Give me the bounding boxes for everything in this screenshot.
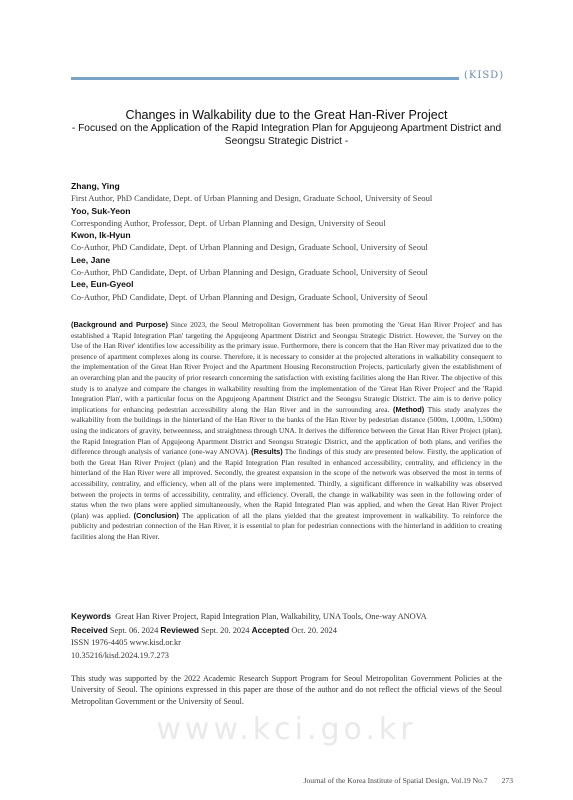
funding-note: This study was supported by the 2022 Academic Research Support Program for Seoul Metropolitan Government Policies at the University of Seoul. The opinions expressed in this paper are those of the author and do not reflect the official views of the Seoul Metropolitan Government or the University of Seoul. — [71, 674, 502, 706]
abstract-background-label: (Background and Purpose) — [71, 320, 168, 329]
page-number: 273 — [501, 776, 513, 785]
author-name: Zhang, Ying — [71, 181, 120, 191]
watermark: www.kci.go.kr — [156, 712, 417, 747]
dates-line — [71, 624, 502, 638]
received-date: Sept. 06. 2024 — [109, 625, 159, 635]
paper-subtitle: - Focused on the Application of the Rapid Integration Plan for Apgujeong Apartment District and Seongsu Strategic District - — [71, 123, 502, 147]
reviewed-date: Sept. 20. 2024 — [201, 625, 250, 635]
author-affiliation: Co-Author, PhD Candidate, Dept. of Urban Planning and Design, Graduate School, University of Seoul — [71, 291, 428, 302]
keywords-line — [71, 610, 502, 624]
journal-logo: (KISD) — [464, 70, 505, 81]
accepted-date: Oct. 20. 2024 — [291, 625, 337, 635]
header-rule — [71, 77, 459, 80]
abstract-conclusion-label: (Conclusion) — [133, 510, 179, 520]
reviewed-label: Reviewed — [160, 624, 199, 635]
journal-name: Journal of the Korea Institute of Spatial Design, Vol.19 No.7 — [303, 776, 488, 785]
author-affiliation: First Author, PhD Candidate, Dept. of Urban Planning and Design, Graduate School, University of Seoul — [71, 193, 433, 204]
abstract-results-label: (Results) — [251, 447, 283, 457]
abstract-method-label: (Method) — [393, 404, 425, 414]
article-meta — [71, 610, 502, 662]
doi-line: 10.35216/kisd.2024.19.7.273 — [71, 650, 169, 660]
author-entry — [71, 229, 471, 254]
paper-title: Changes in Walkability due to the Great Han-River Project — [125, 108, 448, 122]
author-name: Lee, Jane — [71, 254, 111, 265]
author-entry — [71, 180, 471, 205]
author-name: Yoo, Suk-Yeon — [71, 205, 131, 216]
abstract — [71, 320, 502, 542]
accepted-label: Accepted — [251, 624, 290, 635]
abstract-method-text: This study analyzes the walkability from the buildings in the hinterland of the Han River to the banks of the Han River by pedestrian distance (500m, 1,000m, 1,500m) using the indicators of gravity, betweenness, and straightness through UNA. It derives the difference between the Great Han River Project (plan), the Rapid Integration Plan of Apgujeong Apartment District and Seongsu Strategic District, and the application of both plans, and verifies the difference through analysis of variance (one-way ANOVA). — [71, 404, 502, 457]
abstract-results-text: The findings of this study are presented below. Firstly, the application of both the Great Han River Project (plan) and the Rapid Integration Plan resulted in enhanced accessibility, centrality, and efficiency in the hinterland of the Han River were all improved. Secondly, the greatest expansion in the scope of the network was observed the most in terms of accessibility, centrality, and efficiency, when all of the plans were implemented. Thirdly, a significant difference in walkability was observed between the projects in terms of accessibility, centrality, and efficiency. Overall, the change in walkability was seen in the following order of status when the two plans were applied simultaneously, when the Rapid Integrated Plan was applied, and when the Great Han River Project (plan) was applied. — [71, 447, 502, 520]
author-name: Lee, Eun-Gyeol — [71, 279, 134, 290]
author-entry — [71, 254, 471, 279]
received-label: Received — [71, 624, 108, 635]
author-name: Kwon, Ik-Hyun — [71, 230, 131, 241]
author-affiliation: Corresponding Author, Professor, Dept. of Urban Planning and Design, University of Seoul — [71, 217, 386, 228]
author-list — [71, 180, 471, 303]
keywords-text: Great Han River Project, Rapid Integration Plan, Walkability, UNA Tools, One-way ANOVA — [115, 612, 427, 621]
logo-text: KISD — [468, 70, 500, 81]
author-affiliation: Co-Author, PhD Candidate, Dept. of Urban Planning and Design, Graduate School, University of Seoul — [71, 267, 428, 278]
abstract-conclusion-text: The application of all the plans yielded that the greatest improvement in walkability. To reinforce the publicity and pedestrian connection of the Han River, it is essential to plan for pedestrian connections with the hinterland in addition to creating facilities along the Han River. — [71, 510, 502, 541]
author-affiliation: Co-Author, PhD Candidate, Dept. of Urban Planning and Design, Graduate School, University of Seoul — [71, 242, 428, 253]
keywords-label: Keywords — [71, 611, 112, 621]
page-footer — [304, 776, 513, 785]
author-entry — [71, 205, 471, 230]
issn-line: ISSN 1976-4405 www.kisd.or.kr — [71, 638, 181, 648]
author-entry — [71, 278, 471, 303]
abstract-background-text: Since 2023, the Seoul Metropolitan Government has been promoting the 'Great Han River Project' and has established a 'Rapid Integration Plan' targeting the Apgujeong Apartment District and Seongsu Strategic District. However, the 'Survey on the Use of the Han River' identifies low accessibility as the primary issue. Furthermore, there is concern that the Han River may privatized due to the presence of apartment complexes along its course. Therefore, it is necessary to consider at the projected alterations in walkability consequent to the implementation of the Great Han River Project and the Apartment Housing Reconstruction Projects, particularly given the establishment of an overarching plan and the paucity of prior research concerning the satisfaction with existing facilities along the Han River. The objective of this study is to analyze and compare the changes in walkability resulting from the implementation of the 'Great Han River Project' and the 'Rapid Integration Plan', with a particular focus on the Apgujeong Apartment District and the Seongsu Strategic District. The aim is to derive policy implications for enhancing pedestrian accessibility along the Han River and in the surrounding area. — [71, 320, 502, 414]
